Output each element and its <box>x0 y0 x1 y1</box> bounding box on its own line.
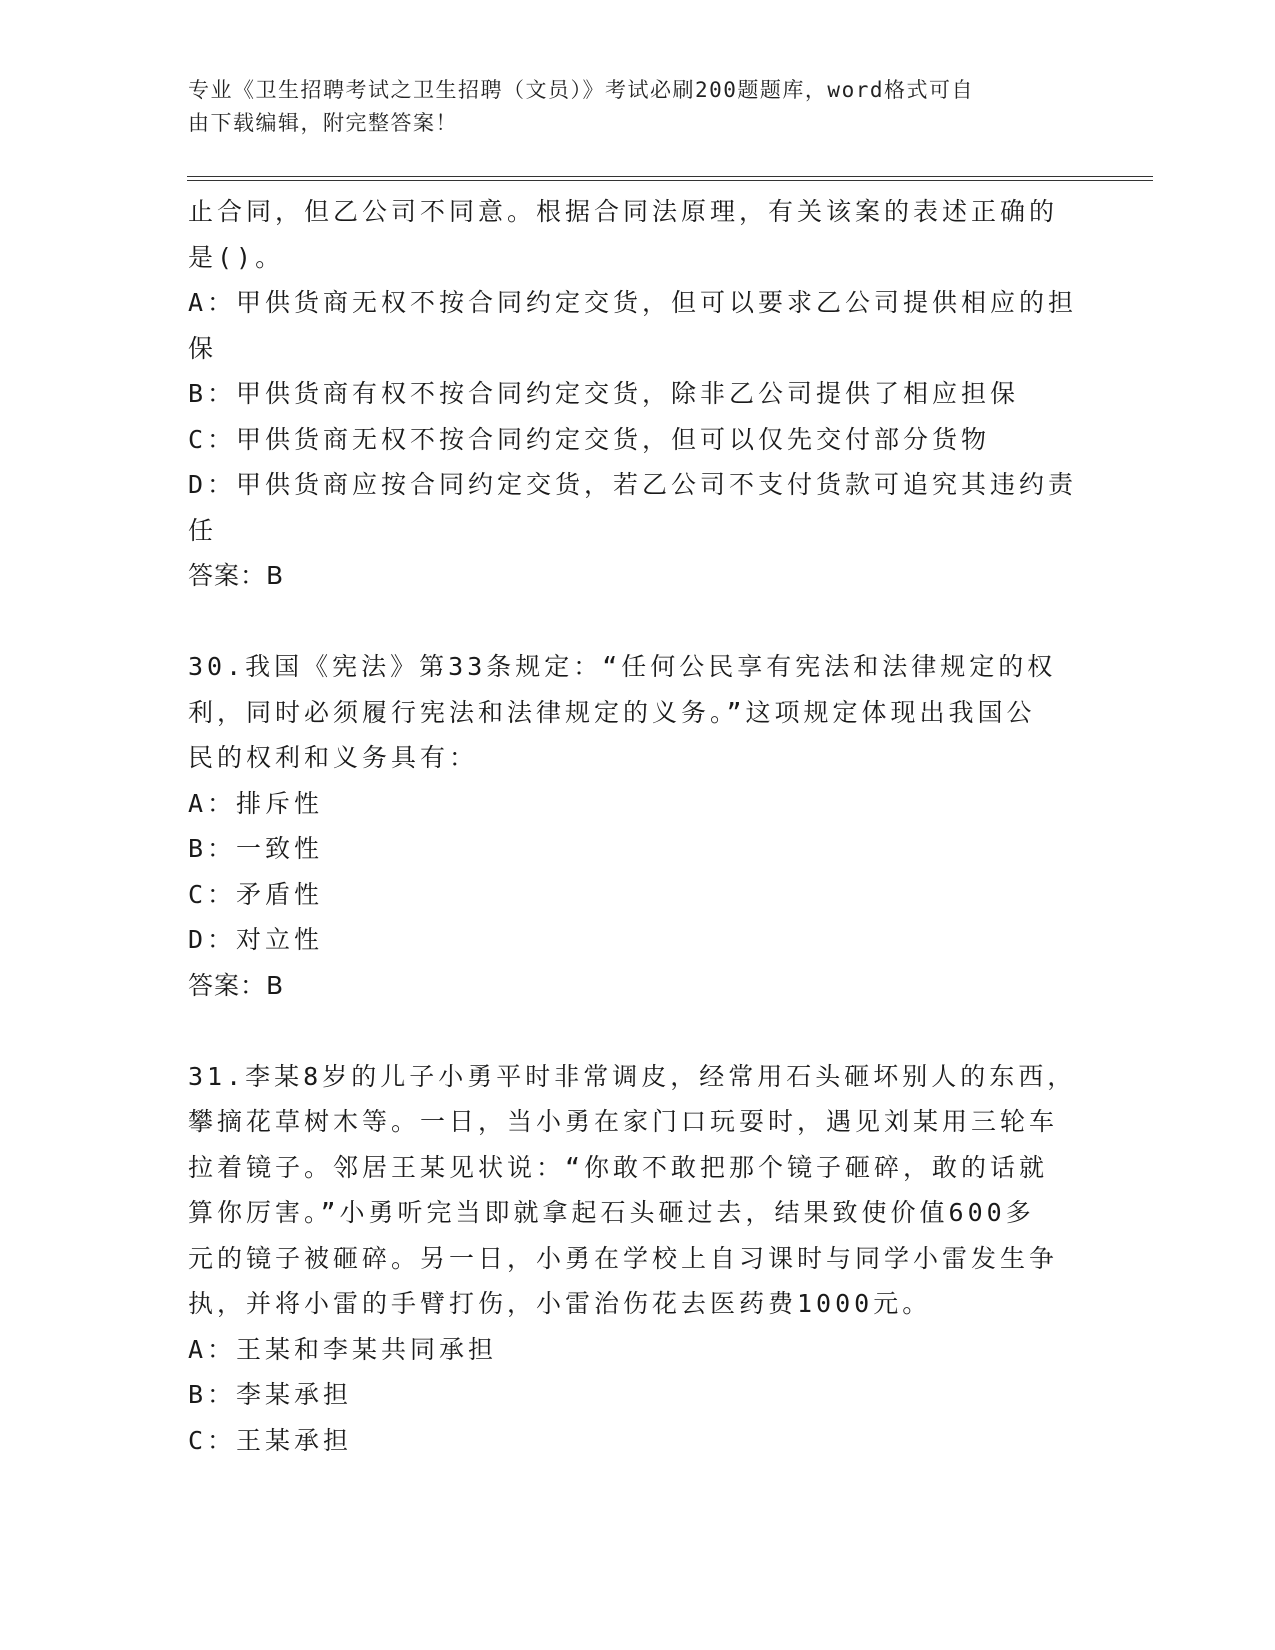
question-stem-line: 30.我国《宪法》第33条规定：“任何公民享有宪法和法律规定的权 <box>188 652 1057 681</box>
option-d: D：对立性 <box>188 925 324 954</box>
option-d-line: 任 <box>188 515 218 545</box>
answer: 答案：B <box>188 970 285 1000</box>
question-29 <box>188 189 1078 599</box>
question-31 <box>188 1054 1077 1464</box>
option-b: B：一致性 <box>188 834 324 863</box>
question-content <box>188 189 1078 1463</box>
question-stem-line: 利，同时必须履行宪法和法律规定的义务。”这项规定体现出我国公 <box>188 697 1036 727</box>
question-stem-line: 攀摘花草树木等。一日，当小勇在家门口玩耍时，遇见刘某用三轮车 <box>188 1107 1059 1136</box>
option-a: A：排斥性 <box>188 788 324 818</box>
header-divider <box>187 176 1153 181</box>
document-header <box>188 74 1068 140</box>
option-b: B：李某承担 <box>188 1380 353 1409</box>
spacer <box>188 1008 1068 1054</box>
option-a-line: A：甲供货商无权不按合同约定交货，但可以要求乙公司提供相应的担 <box>188 288 1078 317</box>
question-stem-line: 民的权利和义务具有： <box>188 743 479 772</box>
option-c: C：甲供货商无权不按合同约定交货，但可以仅先交付部分货物 <box>188 424 991 454</box>
answer: 答案：B <box>188 561 285 590</box>
header-line-1: 专业《卫生招聘考试之卫生招聘（文员）》考试必刷200题题库，word格式可自 <box>188 78 974 102</box>
question-stem-line: 元的镜子被砸碎。另一日，小勇在学校上自习课时与同学小雷发生争 <box>188 1243 1059 1273</box>
option-a: A：王某和李某共同承担 <box>188 1334 498 1364</box>
option-a-line: 保 <box>188 333 218 363</box>
question-stem-line: 是()。 <box>188 242 285 272</box>
option-c: C：矛盾性 <box>188 879 324 909</box>
question-stem-line: 算你厉害。”小勇听完当即就拿起石头砸过去，结果致使价值600多 <box>188 1198 1035 1227</box>
question-30 <box>188 644 1068 1008</box>
spacer <box>188 599 1068 645</box>
option-d-line: D：甲供货商应按合同约定交货，若乙公司不支付货款可追究其违约责 <box>188 470 1078 499</box>
question-stem-line: 执，并将小雷的手臂打伤，小雷治伤花去医药费1000元。 <box>188 1289 932 1318</box>
option-c: C：王某承担 <box>188 1425 353 1455</box>
header-line-2: 由下载编辑，附完整答案！ <box>188 111 458 135</box>
option-b: B：甲供货商有权不按合同约定交货，除非乙公司提供了相应担保 <box>188 379 1020 408</box>
question-stem-line: 止合同，但乙公司不同意。根据合同法原理，有关该案的表述正确的 <box>188 197 1059 226</box>
question-stem-line: 31.李某8岁的儿子小勇平时非常调皮，经常用石头砸坏别人的东西， <box>188 1061 1077 1091</box>
question-stem-line: 拉着镜子。邻居王某见状说：“你敢不敢把那个镜子砸碎，敢的话就 <box>188 1152 1049 1182</box>
